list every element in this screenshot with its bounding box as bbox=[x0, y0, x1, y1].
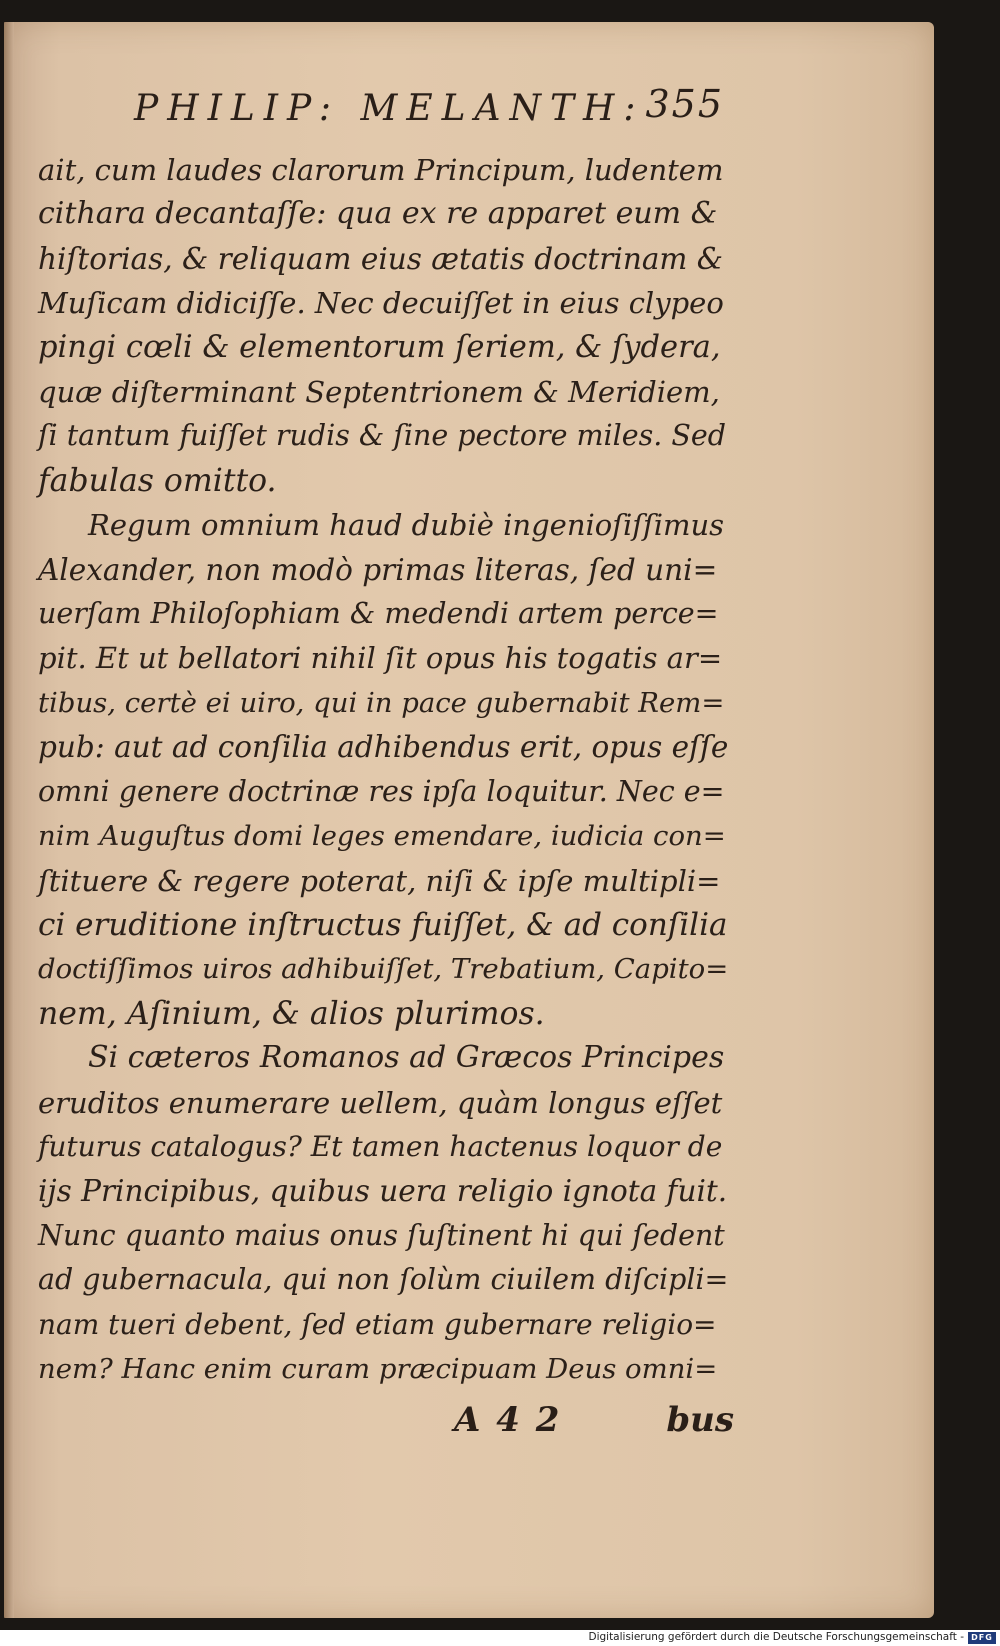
funding-credit: Digitalisierung gefördert durch die Deutsche Forschungsgemeinschaft - bbox=[588, 1631, 964, 1643]
catchword: bus bbox=[666, 1400, 734, 1440]
text-line: ad gubernacula, qui non ſolùm ciuilem diſcipli= bbox=[38, 1263, 729, 1297]
text-line: omni genere doctrinæ res ipſa loquitur. Nec e= bbox=[38, 774, 725, 808]
paragraph bbox=[38, 1036, 728, 1391]
text-line: Regum omnium haud dubiè ingenioſiſſimus bbox=[88, 508, 725, 543]
signature-mark: A 4 2 bbox=[454, 1400, 562, 1440]
text-line: ci eruditione inſtructus fuiſſet, & ad conſilia bbox=[38, 906, 728, 943]
text-line: nem? Hanc enim curam præcipuam Deus omni= bbox=[38, 1352, 718, 1385]
running-head: PHILIP: MELANTH: bbox=[134, 88, 645, 129]
page-footer bbox=[454, 1400, 734, 1450]
text-line: nam tueri debent, ſed etiam gubernare religio= bbox=[38, 1307, 717, 1341]
text-line: pingi cœli & elementorum ſeriem, & ſydera, bbox=[38, 329, 721, 365]
text-line: eruditos enumerare uellem, quàm longus eſſet bbox=[38, 1085, 723, 1120]
text-line: Si cæteros Romanos ad Græcos Principes bbox=[88, 1040, 725, 1076]
text-line: cithara decantaſſe: qua ex re apparet eum & bbox=[38, 196, 718, 232]
paragraph bbox=[38, 503, 728, 1036]
text-line: doctiſſimos uiros adhibuiſſet, Trebatium, Capito= bbox=[38, 953, 729, 986]
page-header bbox=[134, 82, 724, 142]
text-line: pub: aut ad conſilia adhibendus erit, opus eſſe bbox=[38, 730, 729, 765]
text-line: ſtituere & regere poterat, niſi & ipſe multipli= bbox=[38, 863, 721, 898]
text-line: pit. Et ut bellatori nihil ſit opus his togatis ar= bbox=[38, 641, 723, 676]
text-line: nim Auguſtus domi leges emendare, iudicia con= bbox=[38, 820, 726, 853]
text-line: nem, Aſinium, & alios plurimos. bbox=[38, 995, 545, 1032]
text-line: quæ diſterminant Septentrionem & Meridiem, bbox=[38, 375, 720, 410]
text-line: ijs Principibus, quibus uera religio ignota fuit. bbox=[38, 1174, 728, 1209]
text-line: Alexander, non modò primas literas, ſed uni= bbox=[38, 552, 718, 587]
book-page bbox=[4, 22, 934, 1618]
text-line: ſi tantum fuiſſet rudis & ſine pectore miles. Sed bbox=[38, 419, 727, 453]
text-line: tibus, certè ei uiro, qui in pace gubernabit Rem= bbox=[38, 686, 725, 719]
text-line: uerſam Philoſophiam & medendi artem perce= bbox=[38, 597, 719, 631]
text-line: hiſtorias, & reliquam eius ætatis doctrinam & bbox=[38, 241, 724, 276]
page-number: 355 bbox=[645, 82, 724, 126]
text-line: fabulas omitto. bbox=[38, 462, 277, 499]
text-line: Muſicam didiciſſe. Nec decuiſſet in eius clypeo bbox=[38, 286, 724, 321]
body-text bbox=[38, 148, 728, 1391]
paragraph bbox=[38, 148, 728, 503]
text-line: ait, cum laudes clarorum Principum, ludentem bbox=[38, 153, 724, 187]
attribution-bar bbox=[0, 1630, 1000, 1646]
text-line: futurus catalogus? Et tamen hactenus loquor de bbox=[38, 1129, 723, 1163]
text-line: Nunc quanto maius onus ſuſtinent hi qui ſedent bbox=[38, 1218, 725, 1252]
dfg-logo: DFG bbox=[968, 1632, 996, 1644]
